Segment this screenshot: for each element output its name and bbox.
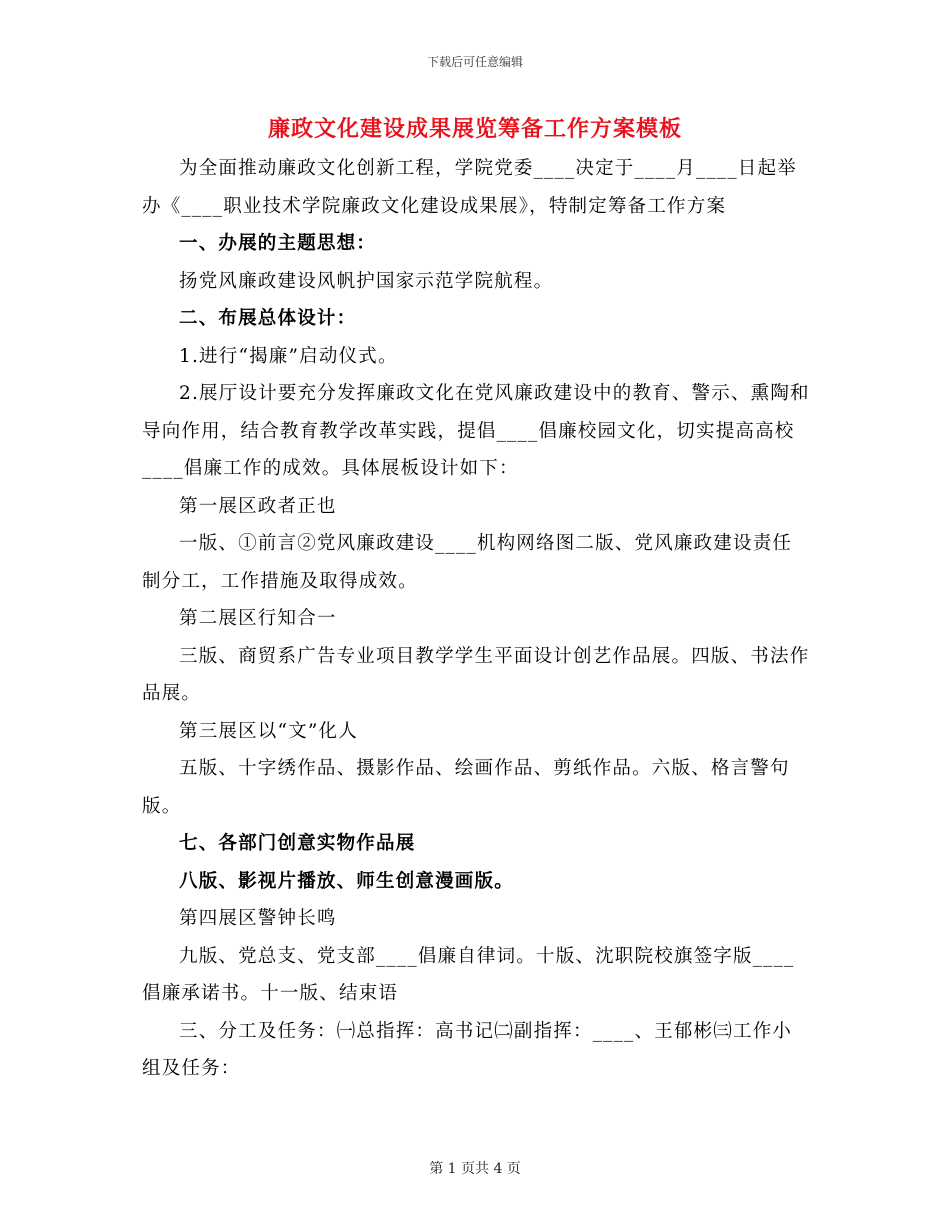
zone-4-title: 第四展区警钟长鸣	[179, 908, 337, 929]
zone-3-title: 第三展区以“文”化人	[179, 720, 358, 742]
zone-4-content: 九版、党总支、党支部____倡廉自律词。十版、沈职院校旗签字版____倡廉承诺书。十一版、结束语	[142, 945, 795, 1004]
paragraph-intro: 为全面推动廉政文化创新工程，学院党委____决定于____月____日起举办《____职业技术学院廉政文化建设成果展》，特制定筹备工作方案	[142, 158, 797, 217]
paragraph-design-2: 2.展厅设计要充分发挥廉政文化在党风廉政建设中的教育、警示、熏陶和导向作用，结合教育教学改革实践，提倡____倡廉校园文化，切实提高高校____倡廉工作的成效。具体展板设计如下：	[142, 383, 810, 479]
zone-1-content: 一版、①前言②党风廉政建设____机构网络图二版、党风廉政建设责任制分工，工作措施及取得成效。	[142, 533, 793, 592]
section-seven: 七、各部门创意实物作品展	[179, 833, 416, 854]
zone-3-content: 五版、十字绣作品、摄影作品、绘画作品、剪纸作品。六版、格言警句版。	[142, 758, 790, 817]
document-body	[142, 150, 810, 1088]
paragraph-design-1: 1.进行“揭廉”启动仪式。	[179, 345, 398, 367]
zone-1-title: 第一展区政者正也	[179, 495, 337, 517]
heading-design: 二、布展总体设计：	[179, 308, 357, 329]
zone-2-content: 三版、商贸系广告专业项目教学学生平面设计创艺作品展。四版、书法作品展。	[142, 645, 810, 704]
paragraph-division: 三、分工及任务：㈠总指挥：高书记㈡副指挥：____、王郁彬㈢工作小组及任务：	[142, 1020, 793, 1079]
paragraph-theme: 扬党风廉政建设风帆护国家示范学院航程。	[179, 270, 554, 292]
page-header-note: 下载后可任意编辑	[426, 55, 523, 69]
section-eight: 八版、影视片播放、师生创意漫画版。	[179, 870, 514, 892]
heading-theme: 一、办展的主题思想：	[179, 233, 377, 254]
document-title: 廉政文化建设成果展览筹备工作方案模板	[267, 116, 682, 142]
zone-2-title: 第二展区行知合一	[179, 608, 337, 629]
page-number: 第 1 页共 4 页	[429, 1161, 521, 1177]
